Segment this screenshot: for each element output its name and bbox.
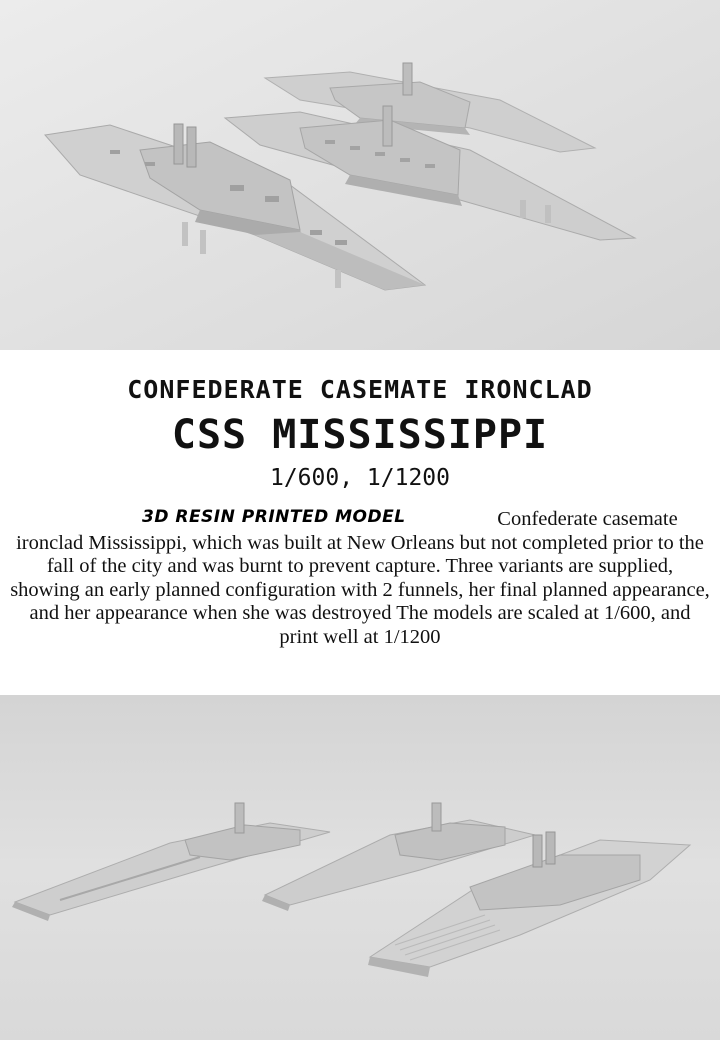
description-text: Confederate casemate ironclad Mississippi, which was built at New Orleans but not completed prior to the fall of the city and was burnt to prevent capture. Three variants are supplied, showing an early planned configuration with 2 funnels, her final planned appearance, and her appearance when she was destroyed The models are scaled at 1/600, and print well at 1/1200 [10,508,710,648]
top-model-render [0,0,720,350]
resin-printed-badge: 3D RESIN PRINTED MODEL [142,507,406,527]
bottom-model-render [0,695,720,1040]
product-description [10,508,710,649]
product-description-block [0,350,720,695]
product-subtitle: CONFEDERATE CASEMATE IRONCLAD [127,375,593,404]
scale-options: 1/600, 1/1200 [269,465,450,491]
product-title: CSS MISSISSIPPI [171,412,549,458]
